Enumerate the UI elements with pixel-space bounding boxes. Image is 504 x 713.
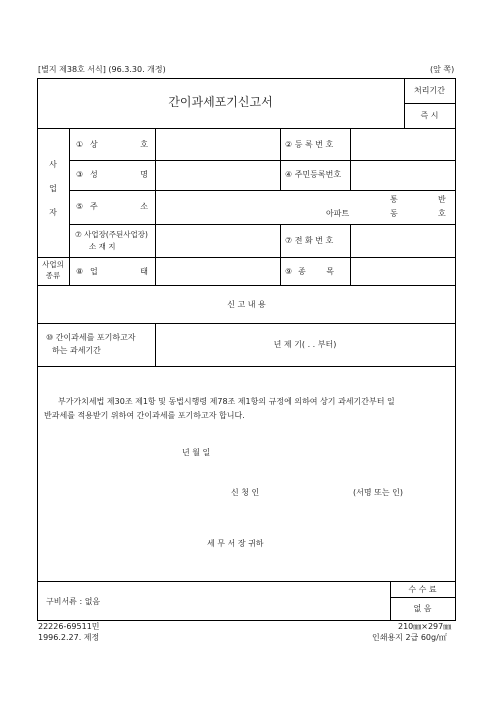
page-side: (앞 쪽) [430, 65, 455, 74]
paper-size: 210㎜×297㎜ [398, 622, 452, 631]
applicant-label: 신 청 인 [231, 488, 260, 497]
declaration-date[interactable]: 년 월 일 [182, 448, 211, 457]
form-number: [별지 제38호 서식] (96.3.30. 개정) [38, 65, 166, 74]
phone-field[interactable] [353, 227, 453, 255]
paper-spec: 인쇄용지 2급 60g/㎡ [372, 633, 447, 642]
declaration-line1: 부가가치세법 제30조 제1항 및 동법시행령 제78조 제1항의 규정에 의하여 상기 과세기간부터 일 [58, 397, 395, 406]
resident-number-field[interactable] [353, 163, 453, 188]
form-title: 간이과세포기신고서 [168, 95, 273, 109]
declaration-line2: 반과세를 적용받기 위하여 간이과세를 포기하고자 합니다. [44, 411, 245, 420]
address-ban: 반 [438, 195, 446, 204]
business-item-field[interactable] [353, 259, 453, 283]
name-field[interactable] [158, 163, 278, 188]
address-field[interactable] [158, 192, 453, 222]
registration-number-field[interactable] [353, 132, 453, 158]
established-date: 1996.2.27. 제정 [38, 633, 100, 642]
addressee: 세 무 서 장 귀하 [207, 539, 264, 548]
report-content-heading: 신 고 내 용 [227, 300, 266, 309]
signature-field[interactable]: (서명 또는 인) [353, 488, 403, 497]
taxable-period-label-line2: 하는 과세기간 [52, 346, 101, 355]
processing-period-value: 즉 시 [420, 111, 439, 120]
fee-label: 수 수 료 [408, 585, 437, 594]
workplace-field[interactable] [158, 227, 278, 255]
workplace-label-line2: 소 재 지 [89, 242, 116, 251]
resident-number-label: ④ 주민등록번호 [285, 170, 342, 179]
address-dong: 동 [390, 209, 398, 218]
phone-label: ⑦ 전 화 번 호 [285, 236, 334, 245]
processing-period-label: 처리기간 [414, 86, 445, 95]
business-category-field[interactable] [158, 259, 278, 283]
workplace-label-line1: ⑦ 사업장(주된사업장) [75, 230, 148, 239]
address-tong: 통 [390, 195, 398, 204]
business-label: 사 업 자 [49, 160, 57, 217]
taxable-period-label-line1: ⑩ 간이과세를 포기하고자 [46, 333, 136, 342]
address-apt: 아파트 [326, 209, 350, 218]
registration-number-label: ② 등 록 번 호 [285, 140, 334, 149]
trade-name-field[interactable] [158, 132, 278, 158]
address-ho: 호 [438, 209, 446, 218]
business-type-label: 사업의 종류 [42, 260, 64, 280]
fee-value: 없 음 [413, 604, 432, 613]
taxable-period-field[interactable]: 년 제 기( . . 부터) [273, 340, 337, 349]
form-code: 22226-69511민 [38, 622, 100, 631]
required-documents: 구비서류 : 없음 [46, 597, 101, 606]
